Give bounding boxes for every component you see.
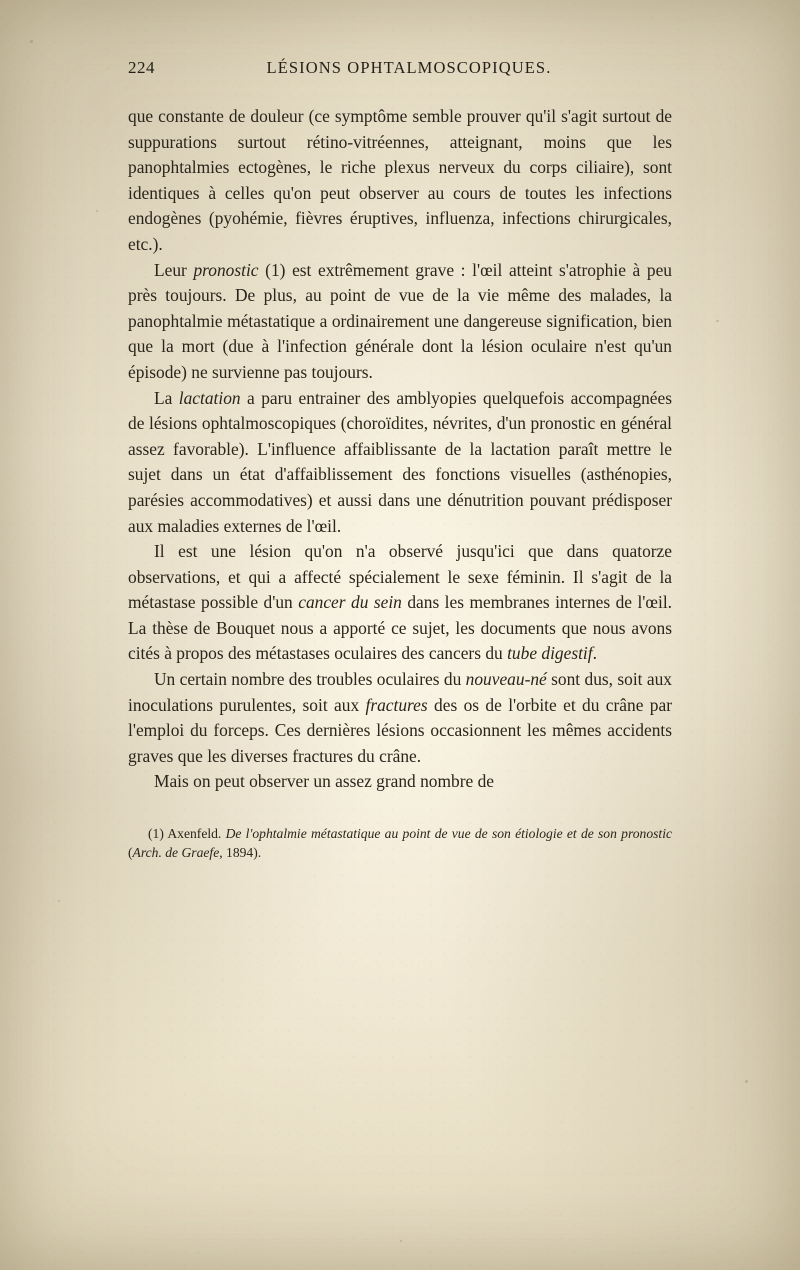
paragraph: que constante de douleur (ce symptôme semble prouver qu'il s'agit surtout de suppurations surtout rétino-vitréennes, atteignant, moins que les panophtalmies ectogènes, le riche plexus nerveux du corps ciliaire), sont identiques à celles qu'on peut observer au cours de toutes les infections endogènes (pyohémie, fièvres éruptives, influenza, infections chirurgicales, etc.).: [128, 106, 672, 254]
paper-speck: [745, 1080, 748, 1083]
paragraph: Il est une lésion qu'on n'a observé jusqu'ici que dans quatorze observations, et qui a affecté spécialement le sexe féminin. Il s'agit de la métastase possible d'un cancer du sein dans les membranes internes de l'œil. La thèse de Bouquet nous a apporté ce sujet, les documents que nous avons cités à propos des métastases oculaires des cancers du tube digestif.: [128, 541, 672, 664]
body-text: [128, 104, 672, 795]
paper-speck: [96, 210, 98, 212]
paper-speck: [30, 40, 33, 43]
paragraph: Leur pronostic (1) est extrêmement grave : l'œil atteint s'atrophie à peu près toujours. De plus, au point de vue de la vie même des malades, la panophtalmie métastatique a ordinairement une dangereuse signification, bien que la mort (due à l'infection générale dont la lésion oculaire n'est qu'un épisode) ne survienne pas toujours.: [128, 259, 672, 382]
paper-speck: [400, 1240, 402, 1242]
paper-speck: [716, 320, 719, 322]
paragraph: Un certain nombre des troubles oculaires du nouveau-né sont dus, soit aux inoculations purulentes, soit aux fractures des os de l'orbite et du crâne par l'emploi du forceps. Ces dernières lésions occasionnent les mêmes accidents graves que les diverses fractures du crâne.: [128, 669, 672, 766]
running-head: LÉSIONS OPHTALMOSCOPIQUES.: [266, 58, 552, 77]
text-block: [128, 58, 672, 862]
footnote: [128, 825, 672, 862]
paragraph: La lactation a paru entrainer des amblyopies quelquefois accompagnées de lésions ophtalmoscopiques (choroïdites, névrites, d'un pronostic en général assez favorable). L'influence affaiblissante de la lactation paraît mettre le sujet dans un état d'affaiblissement des fonctions visuelles (asthénopies, parésies accommodatives) et aussi dans une dénutrition pouvant prédisposer aux maladies externes de l'œil.: [128, 387, 672, 536]
paper-speck: [58, 900, 60, 902]
page-number: 224: [128, 58, 155, 77]
footnote-text: (1) Axenfeld. De l'ophtalmie métastatique au point de vue de son étiologie et de son pronostic (Arch. de Graefe, 1894).: [128, 826, 672, 860]
page-header: [128, 58, 672, 78]
paragraph: Mais on peut observer un assez grand nombre de: [154, 771, 494, 792]
